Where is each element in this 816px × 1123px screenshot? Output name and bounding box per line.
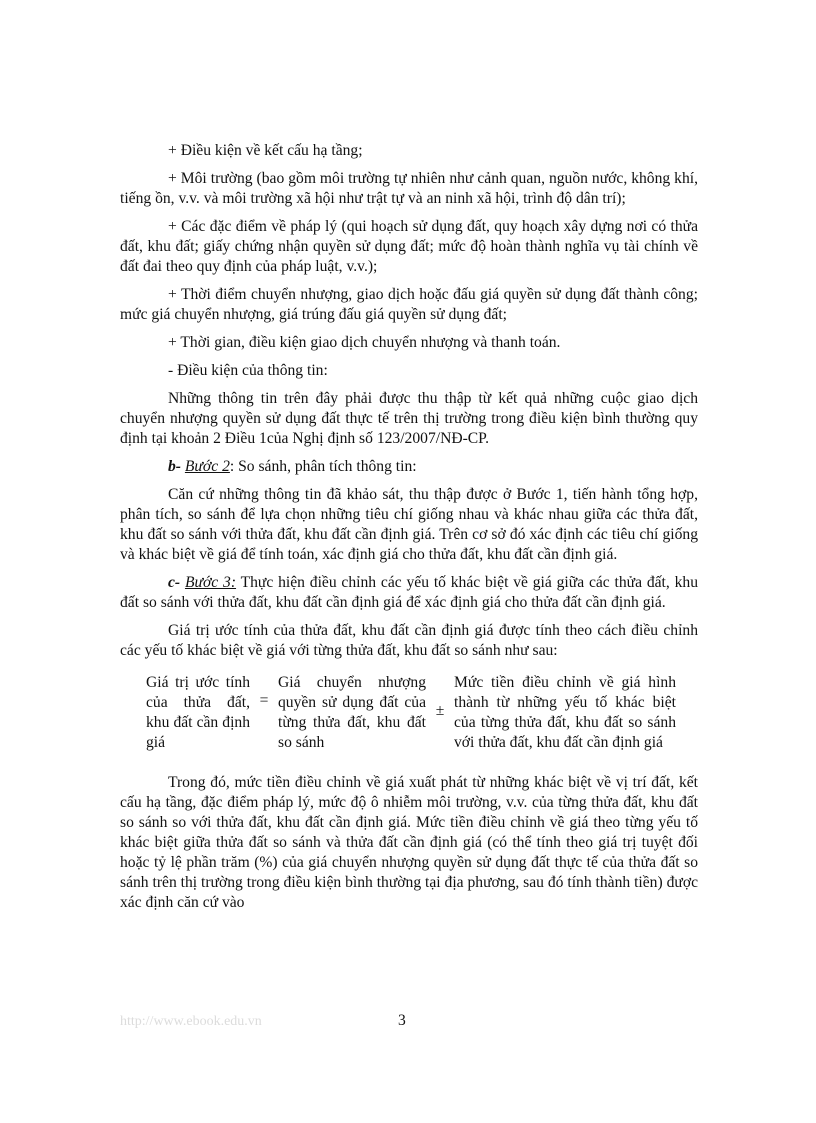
paragraph-infrastructure: + Điều kiện về kết cấu hạ tầng; bbox=[168, 142, 363, 159]
step3-text: Thực hiện điều chỉnh các yếu tố khác biệt về giá giữa các thửa đất, khu đất so sánh với thửa đất, khu đất cần định giá để xác định giá cho thửa đất cần định giá. bbox=[120, 574, 698, 611]
paragraph-environment: + Môi trường (bao gồm môi trường tự nhiên như cảnh quan, nguồn nước, không khí, tiếng ồn, v.v. và môi trường xã hội như trật tự và an ninh xã hội, trình độ dân trí); bbox=[120, 170, 698, 207]
formula-transfer-price: Giá chuyển nhượng quyền sử dụng đất của từng thửa đất, khu đất so sánh bbox=[278, 674, 426, 751]
page-number: 3 bbox=[398, 1012, 406, 1029]
paragraph-transfer-time: + Thời điểm chuyển nhượng, giao dịch hoặc đấu giá quyền sử dụng đất thành công; mức giá chuyển nhượng, giá trúng đấu giá quyền sử dụng đất; bbox=[120, 286, 698, 323]
step2-label: Bước 2 bbox=[184, 458, 230, 475]
paragraph-legal: + Các đặc điểm về pháp lý (qui hoạch sử dụng đất, quy hoạch xây dựng nơi có thửa đất, khu đất; giấy chứng nhận quyền sử dụng đất; mức độ hoàn thành nghĩa vụ tài chính về đất đai theo quy định của pháp luật, v.v.); bbox=[120, 218, 698, 275]
footer-url: http://www.ebook.edu.vn bbox=[120, 1014, 262, 1029]
paragraph-transaction-conditions: + Thời gian, điều kiện giao dịch chuyển nhượng và thanh toán. bbox=[168, 334, 561, 351]
paragraph-step2-body: Căn cứ những thông tin đã khảo sát, thu thập được ở Bước 1, tiến hành tổng hợp, phân tích, so sánh để lựa chọn những tiêu chí giống nhau và khác nhau giữa các thửa đất, khu đất so sánh với thửa đất, khu đất cần định giá. Trên cơ sở đó xác định các tiêu chí giống và khác biệt về giá để tính toán, xác định giá cho thửa đất, khu đất cần định giá. bbox=[120, 486, 698, 563]
document-body bbox=[120, 141, 698, 921]
paragraph-adjustment-explanation: Trong đó, mức tiền điều chỉnh về giá xuất phát từ những khác biệt về vị trí đất, kết cấu hạ tầng, đặc điểm pháp lý, mức độ ô nhiễm môi trường, v.v. của từng thửa đất, khu đất so sánh so với thửa đất, khu đất cần định giá. Mức tiền điều chỉnh về giá theo từng yếu tố khác biệt giữa thửa đất so sánh và thửa đất cần định giá (có thể tính theo giá trị tuyệt đối hoặc tỷ lệ phần trăm (%) của giá chuyển nhượng quyền sử dụng đất thực tế của thửa đất so sánh trên thị trường trong điều kiện bình thường tại địa phương, sau đó tính thành tiền) được xác định căn cứ vào bbox=[120, 774, 698, 911]
formula-lhs: Giá trị ước tính của thửa đất, khu đất cần định giá bbox=[146, 674, 250, 751]
step2-text: : So sánh, phân tích thông tin: bbox=[229, 458, 417, 475]
step2-prefix: b- bbox=[168, 458, 181, 475]
paragraph-info-requirement: Những thông tin trên đây phải được thu thập từ kết quả những cuộc giao dịch chuyển nhượng quyền sử dụng đất thực tế trên thị trường trong điều kiện bình thường quy định tại khoản 2 Điều 1của Nghị định số 123/2007/NĐ-CP. bbox=[120, 390, 698, 447]
formula-equals: = bbox=[259, 692, 269, 709]
step3-heading bbox=[120, 573, 698, 613]
paragraph-estimate-intro: Giá trị ước tính của thửa đất, khu đất cần định giá được tính theo cách điều chỉnh các yếu tố khác biệt về giá với từng thửa đất, khu đất so sánh như sau: bbox=[120, 622, 698, 659]
formula-plus-minus: ± bbox=[435, 702, 445, 719]
step3-prefix: c- bbox=[168, 574, 181, 591]
valuation-formula bbox=[146, 673, 698, 753]
paragraph-info-conditions: - Điều kiện của thông tin: bbox=[168, 362, 328, 379]
step2-heading bbox=[120, 457, 698, 477]
step3-label: Bước 3: bbox=[184, 574, 237, 591]
formula-adjustment: Mức tiền điều chỉnh về giá hình thành từ những yếu tố khác biệt của từng thửa đất, khu đất so sánh với thửa đất, khu đất cần định giá bbox=[454, 674, 676, 751]
